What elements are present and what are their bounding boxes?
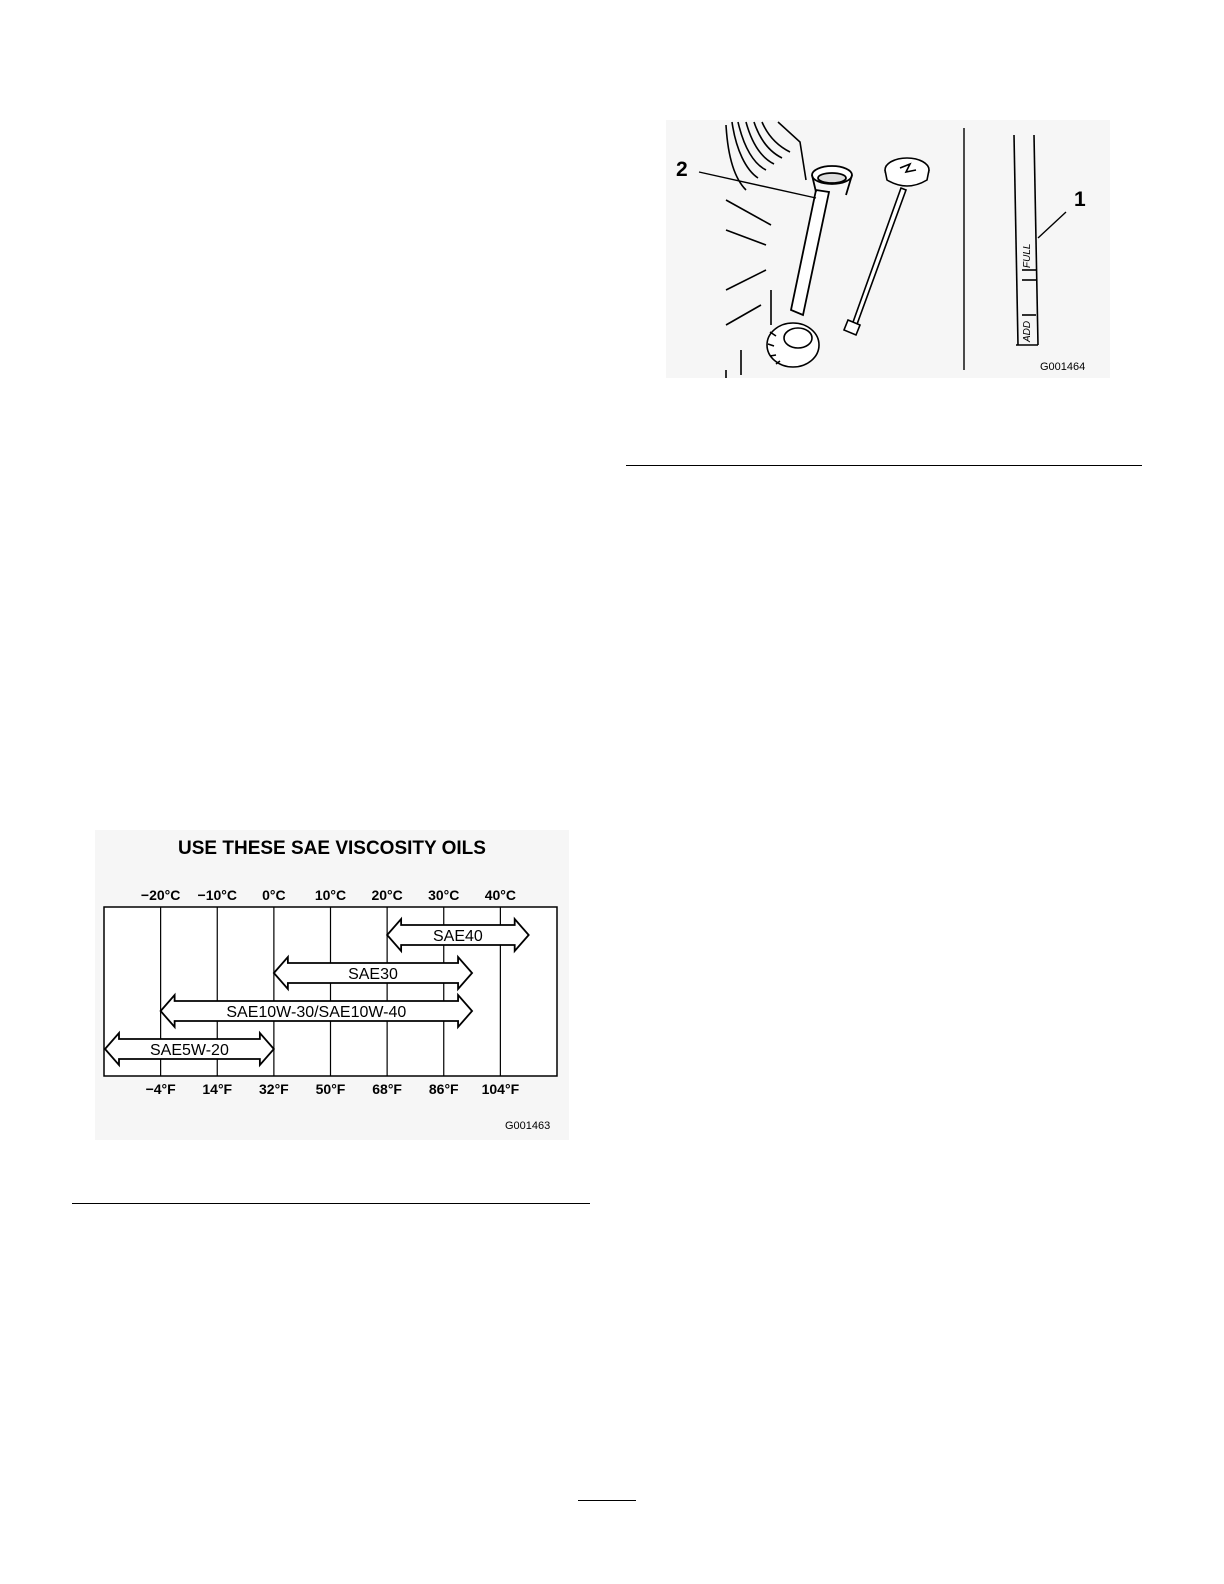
- figure-id: G001463: [505, 1120, 551, 1132]
- fahrenheit-tick-label: 50°F: [315, 1081, 346, 1097]
- fahrenheit-tick-label: 86°F: [428, 1081, 459, 1097]
- fahrenheit-tick-label: 104°F: [481, 1081, 520, 1097]
- engine-knob: [767, 323, 819, 367]
- celsius-tick-label: 40°C: [484, 887, 517, 903]
- callout-2: 2: [676, 158, 688, 181]
- chart-title: USE THESE SAE VISCOSITY OILS: [178, 838, 486, 859]
- fahrenheit-tick-label: 32°F: [259, 1081, 289, 1097]
- oil-viscosity-figure: [95, 830, 569, 1140]
- section-divider-right: [626, 465, 1142, 466]
- celsius-tick-label: 20°C: [371, 887, 403, 903]
- page-footer-rule: [578, 1500, 636, 1501]
- callout-1: 1: [1074, 188, 1086, 211]
- filler-tube: [791, 166, 852, 315]
- range-label: SAE30: [348, 966, 398, 983]
- celsius-tick-label: 0°C: [262, 887, 286, 903]
- callout-2-leader: [699, 172, 816, 198]
- viscosity-chart: [95, 830, 569, 1140]
- dipstick-mark-add: ADD: [1022, 320, 1033, 342]
- dipstick-illustration: [666, 120, 1110, 378]
- figure-id: G001464: [1040, 361, 1086, 373]
- section-divider-left: [72, 1203, 590, 1204]
- dipstick: [844, 158, 929, 335]
- range-label: SAE10W-30/SAE10W-40: [226, 1004, 407, 1021]
- fahrenheit-tick-label: 14°F: [202, 1081, 233, 1097]
- dipstick-figure: [666, 120, 1110, 378]
- celsius-tick-label: 10°C: [314, 887, 347, 903]
- celsius-tick-label: −10°C: [197, 887, 237, 903]
- fahrenheit-tick-label: −4°F: [145, 1081, 176, 1097]
- range-label: SAE40: [433, 928, 483, 945]
- celsius-tick-label: −20°C: [140, 887, 181, 903]
- range-label: SAE5W-20: [150, 1042, 229, 1059]
- fahrenheit-tick-label: 68°F: [372, 1081, 402, 1097]
- celsius-tick-label: 30°C: [428, 887, 460, 903]
- dipstick-closeup: [1014, 135, 1038, 345]
- dipstick-mark-full: FULL: [1022, 243, 1033, 268]
- callout-1-leader: [1038, 212, 1066, 238]
